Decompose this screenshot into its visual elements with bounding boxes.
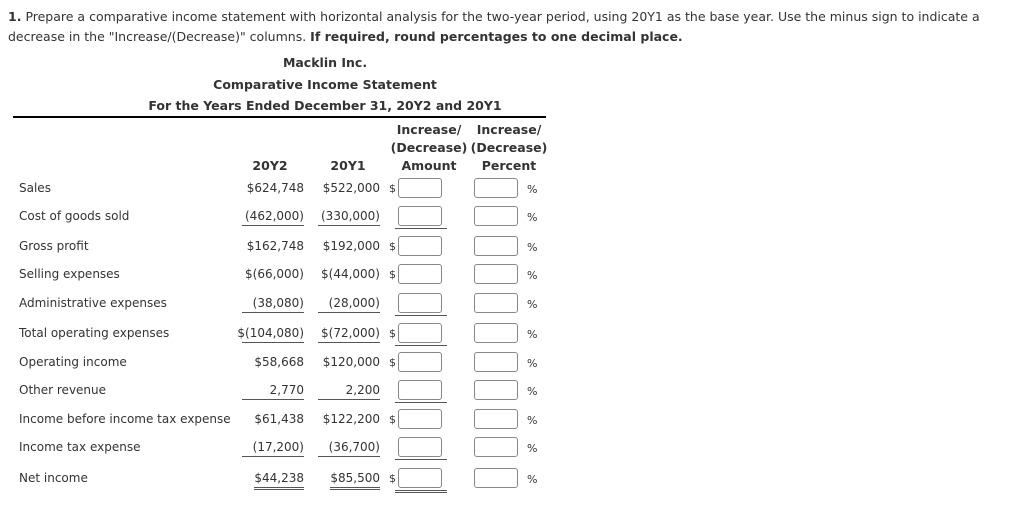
value-20y2: $162,748 [246, 239, 304, 253]
header-increase-percent: Increase/ (Decrease) Percent [470, 122, 548, 173]
percent-sign: % [527, 183, 538, 196]
value-20y1: (36,700) [328, 440, 380, 454]
value-20y2: $58,668 [254, 355, 304, 369]
increase-amount-input[interactable] [398, 264, 442, 284]
value-20y2: $624,748 [246, 181, 304, 195]
row-label: Other revenue [19, 383, 107, 397]
statement-period: For the Years Ended December 31, 20Y2 and 20Y1 [148, 98, 502, 113]
increase-percent-input[interactable] [474, 468, 518, 488]
question-number: 1. [8, 9, 22, 24]
row-label: Total operating expenses [19, 326, 170, 340]
increase-amount-input[interactable] [398, 178, 442, 198]
total-double-rule [330, 487, 380, 490]
percent-sign: % [527, 414, 538, 427]
value-20y1: $85,500 [330, 471, 380, 485]
increase-amount-input[interactable] [398, 437, 442, 457]
dollar-sign: $ [389, 182, 396, 195]
question-text [8, 7, 1018, 47]
value-20y1: $192,000 [322, 239, 380, 253]
dollar-sign: $ [389, 240, 396, 253]
increase-percent-input[interactable] [474, 409, 518, 429]
row-label: Income tax expense [19, 440, 141, 454]
increase-percent-input[interactable] [474, 437, 518, 457]
row-label: Cost of goods sold [19, 209, 130, 223]
increase-percent-input[interactable] [474, 206, 518, 226]
percent-sign: % [527, 385, 538, 398]
increase-percent-input[interactable] [474, 178, 518, 198]
value-20y2: $61,438 [254, 412, 304, 426]
value-20y1: $122,200 [322, 412, 380, 426]
increase-percent-input[interactable] [474, 264, 518, 284]
percent-sign: % [527, 269, 538, 282]
value-20y2: (17,200) [252, 440, 304, 454]
subtotal-rule [318, 399, 380, 400]
row-label: Operating income [19, 355, 127, 369]
value-20y2: $(104,080) [237, 326, 304, 340]
subtotal-rule [395, 402, 447, 403]
total-double-rule [395, 490, 447, 493]
value-20y2: (38,080) [252, 296, 304, 310]
row-label: Selling expenses [19, 267, 120, 281]
value-20y2: (462,000) [245, 209, 304, 223]
question-note: If required, round percentages to one decimal place. [310, 29, 683, 44]
value-20y1: $120,000 [322, 355, 380, 369]
subtotal-rule [395, 315, 447, 316]
total-double-rule [254, 487, 304, 490]
increase-amount-input[interactable] [398, 468, 442, 488]
percent-sign: % [527, 211, 538, 224]
value-20y1: (330,000) [321, 209, 380, 223]
row-label: Net income [19, 471, 88, 485]
increase-amount-input[interactable] [398, 236, 442, 256]
company-name: Macklin Inc. [282, 55, 368, 70]
header-increase-amount: Increase/ (Decrease) Amount [390, 122, 468, 173]
value-20y1: $(44,000) [321, 267, 380, 281]
value-20y1: (28,000) [328, 296, 380, 310]
subtotal-rule [318, 342, 380, 343]
percent-sign: % [527, 357, 538, 370]
subtotal-rule [318, 312, 380, 313]
percent-sign: % [527, 473, 538, 486]
dollar-sign: $ [389, 413, 396, 426]
row-label: Gross profit [19, 239, 89, 253]
row-label: Administrative expenses [19, 296, 167, 310]
value-20y2: $44,238 [254, 471, 304, 485]
dollar-sign: $ [389, 472, 396, 485]
subtotal-rule [242, 342, 304, 343]
subtotal-rule [242, 312, 304, 313]
increase-percent-input[interactable] [474, 352, 518, 372]
increase-percent-input[interactable] [474, 380, 518, 400]
increase-percent-input[interactable] [474, 293, 518, 313]
dollar-sign: $ [389, 268, 396, 281]
value-20y1: 2,200 [345, 383, 380, 397]
value-20y1: $522,000 [322, 181, 380, 195]
percent-sign: % [527, 442, 538, 455]
header-20y2: 20Y2 [252, 158, 288, 173]
percent-sign: % [527, 328, 538, 341]
subtotal-rule [242, 225, 304, 226]
subtotal-rule [318, 456, 380, 457]
subtotal-rule [395, 228, 447, 229]
increase-amount-input[interactable] [398, 352, 442, 372]
percent-sign: % [527, 241, 538, 254]
increase-amount-input[interactable] [398, 206, 442, 226]
value-20y2: 2,770 [269, 383, 304, 397]
question-body: Prepare a comparative income statement with horizontal analysis for the two-year period, using 20Y1 as the base year. Use the minus sign to indicate a decrease in the "Increase/(Decrease)" columns. [8, 9, 980, 44]
title-rule [13, 116, 546, 118]
increase-amount-input[interactable] [398, 409, 442, 429]
dollar-sign: $ [389, 356, 396, 369]
statement-title: Comparative Income Statement [213, 77, 437, 92]
subtotal-rule [395, 345, 447, 346]
subtotal-rule [242, 399, 304, 400]
increase-amount-input[interactable] [398, 323, 442, 343]
subtotal-rule [395, 459, 447, 460]
percent-sign: % [527, 298, 538, 311]
subtotal-rule [318, 225, 380, 226]
header-20y1: 20Y1 [330, 158, 366, 173]
increase-percent-input[interactable] [474, 323, 518, 343]
increase-amount-input[interactable] [398, 380, 442, 400]
increase-percent-input[interactable] [474, 236, 518, 256]
value-20y1: $(72,000) [321, 326, 380, 340]
increase-amount-input[interactable] [398, 293, 442, 313]
row-label: Sales [19, 181, 51, 195]
value-20y2: $(66,000) [245, 267, 304, 281]
row-label: Income before income tax expense [19, 412, 231, 426]
dollar-sign: $ [389, 327, 396, 340]
subtotal-rule [242, 456, 304, 457]
